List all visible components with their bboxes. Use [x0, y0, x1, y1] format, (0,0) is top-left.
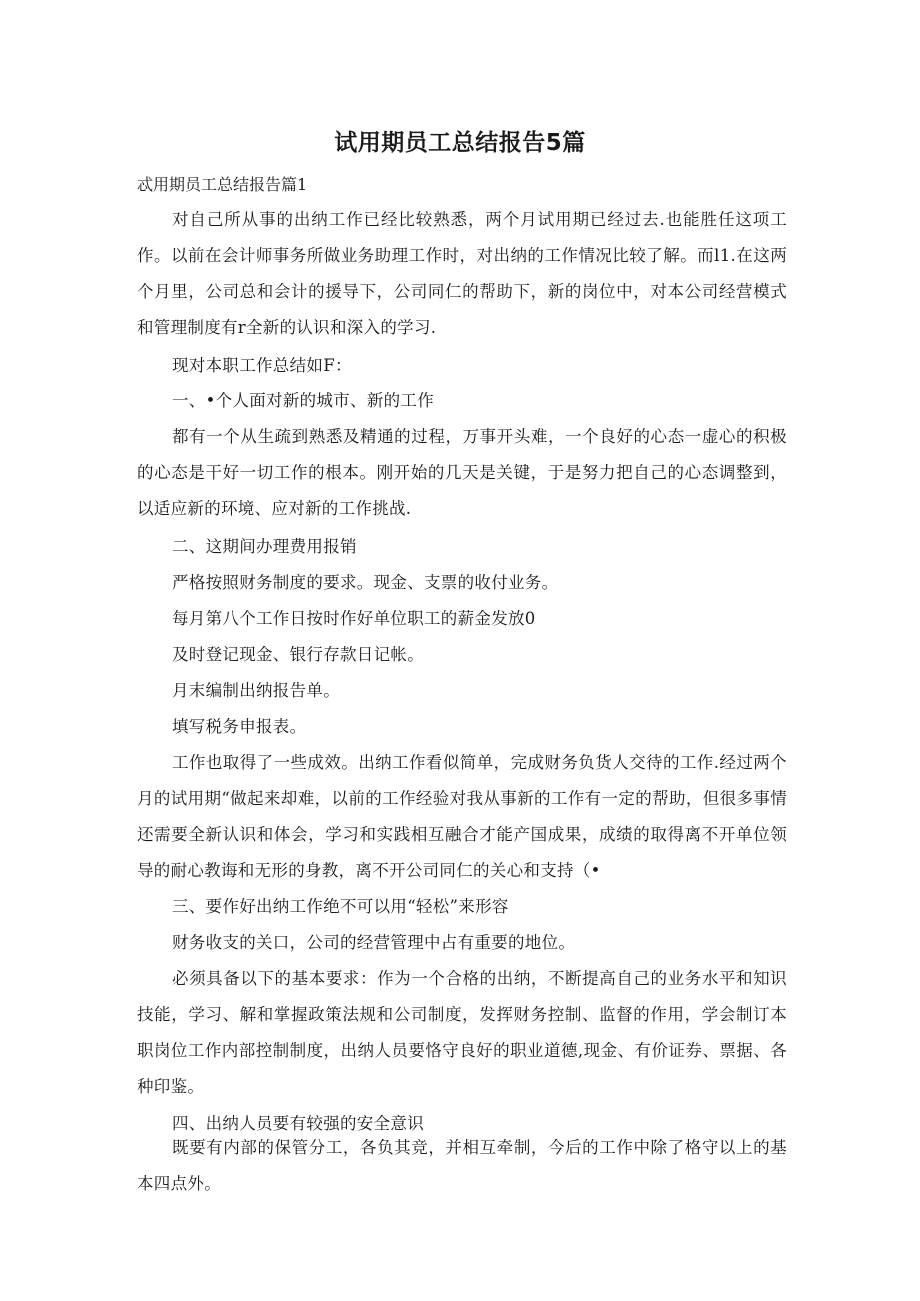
paragraph: 财务收支的关口，公司的经营管理中占有重要的地位。: [172, 933, 576, 952]
paragraph: 都有一个从生疏到熟悉及精通的过程，万事开头难，一个良好的心态一虚心的积极的心态是干好一切工作的根本。刚开始的几天是关键，于是努力把自己的心态调整到，以适应新的环境、应对新的工作挑战.: [137, 427, 787, 518]
paragraph: 填写税务申报表。: [172, 717, 307, 736]
paragraph: 既要有内部的保管分工，各负其竞，并相互牵制，今后的工作中除了格守以上的基本四点外。: [137, 1138, 787, 1193]
paragraph: 现对本职工作总结如F：: [172, 356, 352, 375]
paragraph: 月末编制出纳报告单。: [172, 681, 340, 700]
document-title: 试用期员工总结报告5篇: [334, 130, 586, 156]
paragraph: 工作也取得了一些成效。出纳工作看似简单，完成财务负货人交待的工作.经过两个月的试用期“做起来却难，以前的工作经验对我从事新的工作有一定的帮助，但很多事情还需要全新认识和体会，学习和实践相互融合才能产国成果，成绩的取得离不开单位领导的耐心教诲和无形的身教，离不开公司同仁的关心和支持（•: [137, 753, 787, 880]
paragraph: 四、出纳人员要有较强的安全意识: [172, 1114, 424, 1133]
paragraph: 每月第八个工作日按时作好单位职工的薪金发放0: [172, 609, 536, 628]
paragraph: 一、•个人面对新的城市、新的工作: [172, 391, 435, 410]
paragraph: 严格按照财务制度的要求。现金、支票的收付业务。: [172, 573, 559, 592]
paragraph: 必须具备以下的基本要求：作为一个合格的出纳，不断提高自己的业务水平和知识技能，学习、解和掌握政策法规和公司制度，发挥财务控制、监督的作用，学会制订本职岗位工作内部控制制度，出纳人员要恪守良好的职业道德,现金、有价证券、票据、各种印鉴。: [137, 969, 787, 1096]
section-heading: 忒用期员工总结报告篇1: [137, 175, 308, 194]
paragraph: 对自己所从事的出纳工作已经比较熟悉，两个月试用期已经过去.也能胜任这项工作。以前在会计师事务所做业务助理工作时，对出纳的工作情况比较了解。而l1.在这两个月里，公司总和会计的援导下，公司同仁的帮助下，新的岗位中，对本公司经营模式和管理制度有r全新的认识和深入的学习.: [137, 210, 787, 337]
paragraph: 及时登记现金、银行存款日记帐。: [172, 645, 424, 664]
paragraph: 二、这期间办理费用报销: [172, 537, 357, 556]
paragraph: 三、要作好出纳工作绝不可以用“轻松”来形容: [172, 897, 509, 916]
